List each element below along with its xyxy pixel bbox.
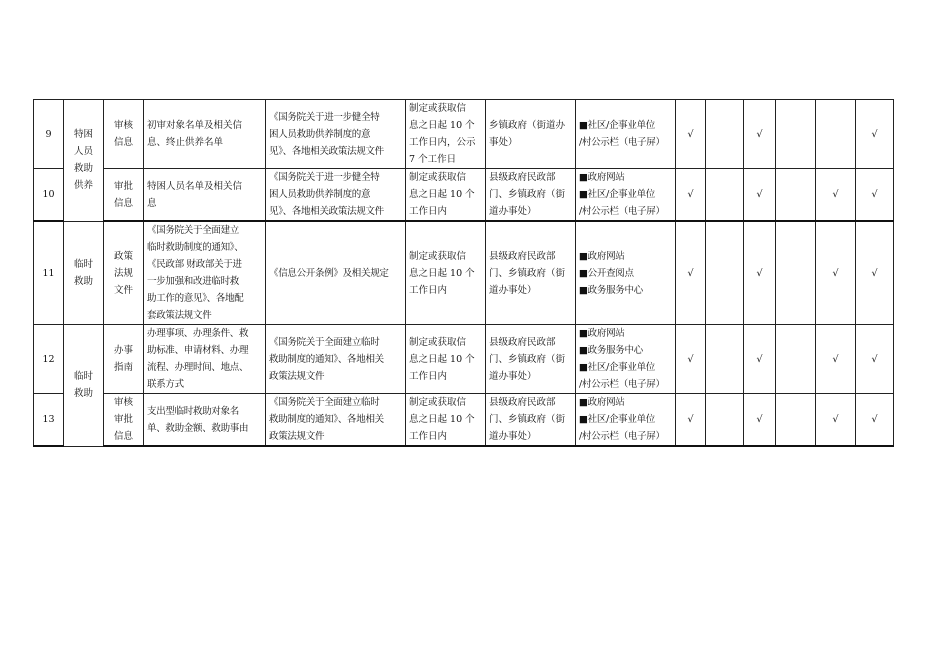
disclosure-subject: 县级政府民政部 门、乡镇政府（街 道办事处） <box>486 169 576 222</box>
disclosure-basis: 《国务院关于进一步健全特 困人员救助供养制度的意 见》、各地相关政策法规文件 <box>266 169 406 222</box>
check-mark: √ <box>856 394 894 447</box>
check-mark <box>706 325 744 394</box>
row-number: 10 <box>34 169 64 222</box>
check-mark <box>776 394 816 447</box>
check-mark: √ <box>676 394 706 447</box>
sub-item: 审核 信息 <box>104 100 144 169</box>
check-mark: √ <box>816 221 856 325</box>
sub-item: 政策 法规 文件 <box>104 221 144 325</box>
check-mark <box>706 221 744 325</box>
check-mark: √ <box>744 221 776 325</box>
check-mark: √ <box>856 169 894 222</box>
sub-item: 审批 信息 <box>104 169 144 222</box>
disclosure-channel: ■政府网站 ■社区/企事业单位 /村公示栏（电子屏） <box>576 394 676 447</box>
disclosure-subject: 乡镇政府（街道办 事处） <box>486 100 576 169</box>
disclosure-content: 特困人员名单及相关信 息 <box>144 169 266 222</box>
disclosure-content: 支出型临时救助对象名 单、救助金额、救助事由 <box>144 394 266 447</box>
item-category: 特困 人员 救助 供养 <box>64 100 104 222</box>
disclosure-time: 制定或获取信 息之日起 10 个 工作日内，公示 7 个工作日 <box>406 100 486 169</box>
check-mark: √ <box>856 100 894 169</box>
disclosure-channel: ■政府网站 ■政务服务中心 ■社区/企事业单位 /村公示栏（电子屏） <box>576 325 676 394</box>
disclosure-time: 制定或获取信 息之日起 10 个 工作日内 <box>406 394 486 447</box>
check-mark: √ <box>676 221 706 325</box>
row-number: 9 <box>34 100 64 169</box>
table-row <box>34 169 894 222</box>
check-mark: √ <box>744 394 776 447</box>
disclosure-content: 初审对象名单及相关信 息、终止供养名单 <box>144 100 266 169</box>
check-mark <box>706 394 744 447</box>
check-mark: √ <box>856 221 894 325</box>
check-mark: √ <box>816 169 856 222</box>
disclosure-subject: 县级政府民政部 门、乡镇政府（街 道办事处） <box>486 325 576 394</box>
item-category: 临时 救助 <box>64 221 104 325</box>
disclosure-time: 制定或获取信 息之日起 10 个 工作日内 <box>406 325 486 394</box>
row-number: 12 <box>34 325 64 394</box>
row-number: 11 <box>34 221 64 325</box>
check-mark <box>706 169 744 222</box>
table-row <box>34 221 894 325</box>
row-number: 13 <box>34 394 64 447</box>
check-mark <box>776 100 816 169</box>
check-mark: √ <box>744 325 776 394</box>
check-mark: √ <box>744 100 776 169</box>
disclosure-channel: ■政府网站 ■社区/企事业单位 /村公示栏（电子屏） <box>576 169 676 222</box>
check-mark <box>776 169 816 222</box>
check-mark <box>816 100 856 169</box>
disclosure-basis: 《国务院关于进一步健全特 困人员救助供养制度的意 见》、各地相关政策法规文件 <box>266 100 406 169</box>
disclosure-channel: ■社区/企事业单位 /村公示栏（电子屏） <box>576 100 676 169</box>
disclosure-time: 制定或获取信 息之日起 10 个 工作日内 <box>406 169 486 222</box>
sub-item: 办事 指南 <box>104 325 144 394</box>
disclosure-channel: ■政府网站 ■公开查阅点 ■政务服务中心 <box>576 221 676 325</box>
check-mark: √ <box>676 100 706 169</box>
table-row <box>34 394 894 447</box>
disclosure-table <box>33 99 894 447</box>
check-mark <box>776 221 816 325</box>
check-mark: √ <box>816 394 856 447</box>
item-category: 临时 救助 <box>64 325 104 447</box>
disclosure-content: 办理事项、办理条件、救 助标准、申请材料、办理 流程、办理时间、地点、 联系方式 <box>144 325 266 394</box>
disclosure-time: 制定或获取信 息之日起 10 个 工作日内 <box>406 221 486 325</box>
disclosure-basis: 《国务院关于全面建立临时 救助制度的通知》、各地相关 政策法规文件 <box>266 325 406 394</box>
sub-item: 审核 审批 信息 <box>104 394 144 447</box>
check-mark <box>706 100 744 169</box>
disclosure-subject: 县级政府民政部 门、乡镇政府（街 道办事处） <box>486 221 576 325</box>
check-mark: √ <box>676 325 706 394</box>
table-row <box>34 325 894 394</box>
check-mark: √ <box>676 169 706 222</box>
table-row <box>34 100 894 169</box>
check-mark: √ <box>856 325 894 394</box>
check-mark: √ <box>744 169 776 222</box>
disclosure-basis: 《国务院关于全面建立临时 救助制度的通知》、各地相关 政策法规文件 <box>266 394 406 447</box>
disclosure-subject: 县级政府民政部 门、乡镇政府（街 道办事处） <box>486 394 576 447</box>
disclosure-content: 《国务院关于全面建立 临时救助制度的通知》、 《民政部 财政部关于进 一步加强和改进临时救 助工作的意见》、各地配 套政策法规文件 <box>144 221 266 325</box>
disclosure-basis: 《信息公开条例》及相关规定 <box>266 221 406 325</box>
check-mark <box>776 325 816 394</box>
check-mark: √ <box>816 325 856 394</box>
